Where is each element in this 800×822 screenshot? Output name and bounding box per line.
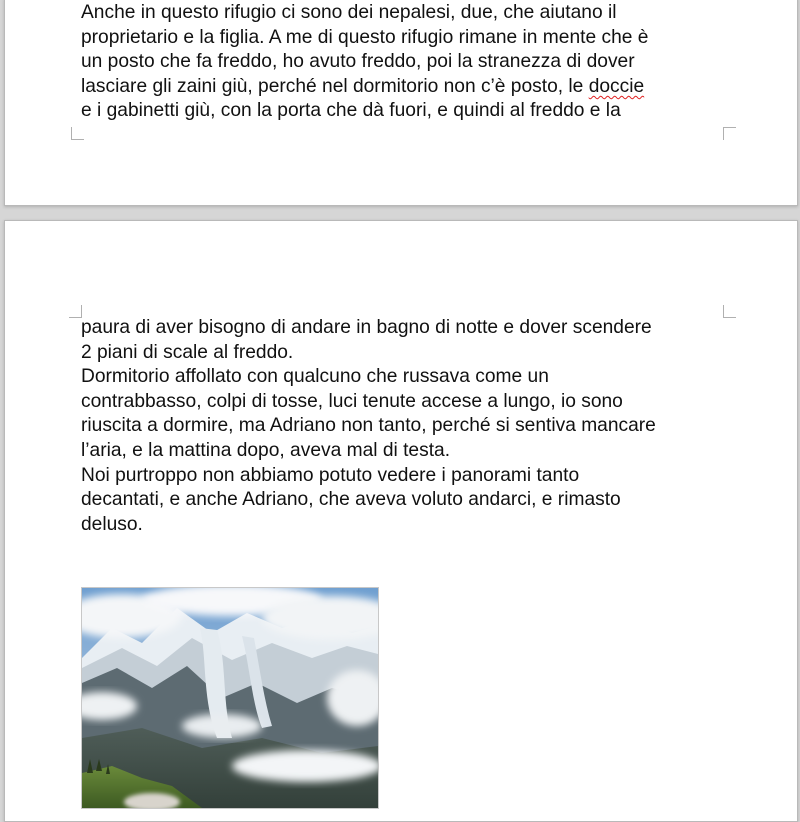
page-2-text[interactable] bbox=[81, 316, 741, 537]
margin-corner-mark bbox=[723, 127, 736, 140]
text-line-fragment[interactable]: lasciare gli zaini giù, perché nel dormitorio non c’è posto, le bbox=[81, 75, 589, 97]
text-line[interactable]: Noi purtroppo non abbiamo potuto vedere i panorami tanto bbox=[81, 464, 580, 486]
text-line[interactable]: proprietario e la figlia. A me di questo rifugio rimane in mente che è bbox=[81, 26, 649, 48]
document-page-2[interactable] bbox=[4, 220, 798, 822]
text-line[interactable]: Dormitorio affollato con qualcuno che russava come un bbox=[81, 366, 549, 388]
text-line[interactable]: riuscita a dormire, ma Adriano non tanto, perché si sentiva mancare bbox=[81, 415, 656, 437]
text-line[interactable]: e i gabinetti giù, con la porta che dà fuori, e quindi al freddo e la bbox=[81, 100, 621, 122]
text-line[interactable]: 2 piani di scale al freddo. bbox=[81, 341, 294, 363]
text-line[interactable]: un posto che fa freddo, ho avuto freddo, poi la stranezza di dover bbox=[81, 51, 635, 73]
text-line[interactable]: decantati, e anche Adriano, che aveva voluto andarci, e rimasto bbox=[81, 489, 621, 511]
text-line[interactable]: l’aria, e la mattina dopo, aveva mal di testa. bbox=[81, 439, 451, 461]
margin-corner-mark bbox=[71, 127, 84, 140]
text-line[interactable] bbox=[81, 75, 741, 100]
document-page-1[interactable] bbox=[4, 0, 798, 206]
text-line[interactable]: deluso. bbox=[81, 513, 143, 535]
text-line[interactable]: paura di aver bisogno di andare in bagno di notte e dover scendere bbox=[81, 317, 652, 338]
mountain-photo-image bbox=[82, 588, 378, 808]
text-line[interactable]: Anche in questo rifugio ci sono dei nepalesi, due, che aiutano il bbox=[81, 2, 617, 23]
mountain-photo[interactable] bbox=[81, 587, 379, 809]
page-1-text[interactable] bbox=[81, 1, 741, 124]
misspelled-word[interactable]: doccie bbox=[588, 75, 645, 97]
text-line[interactable]: contrabbasso, colpi di tosse, luci tenute accese a lungo, io sono bbox=[81, 390, 623, 412]
